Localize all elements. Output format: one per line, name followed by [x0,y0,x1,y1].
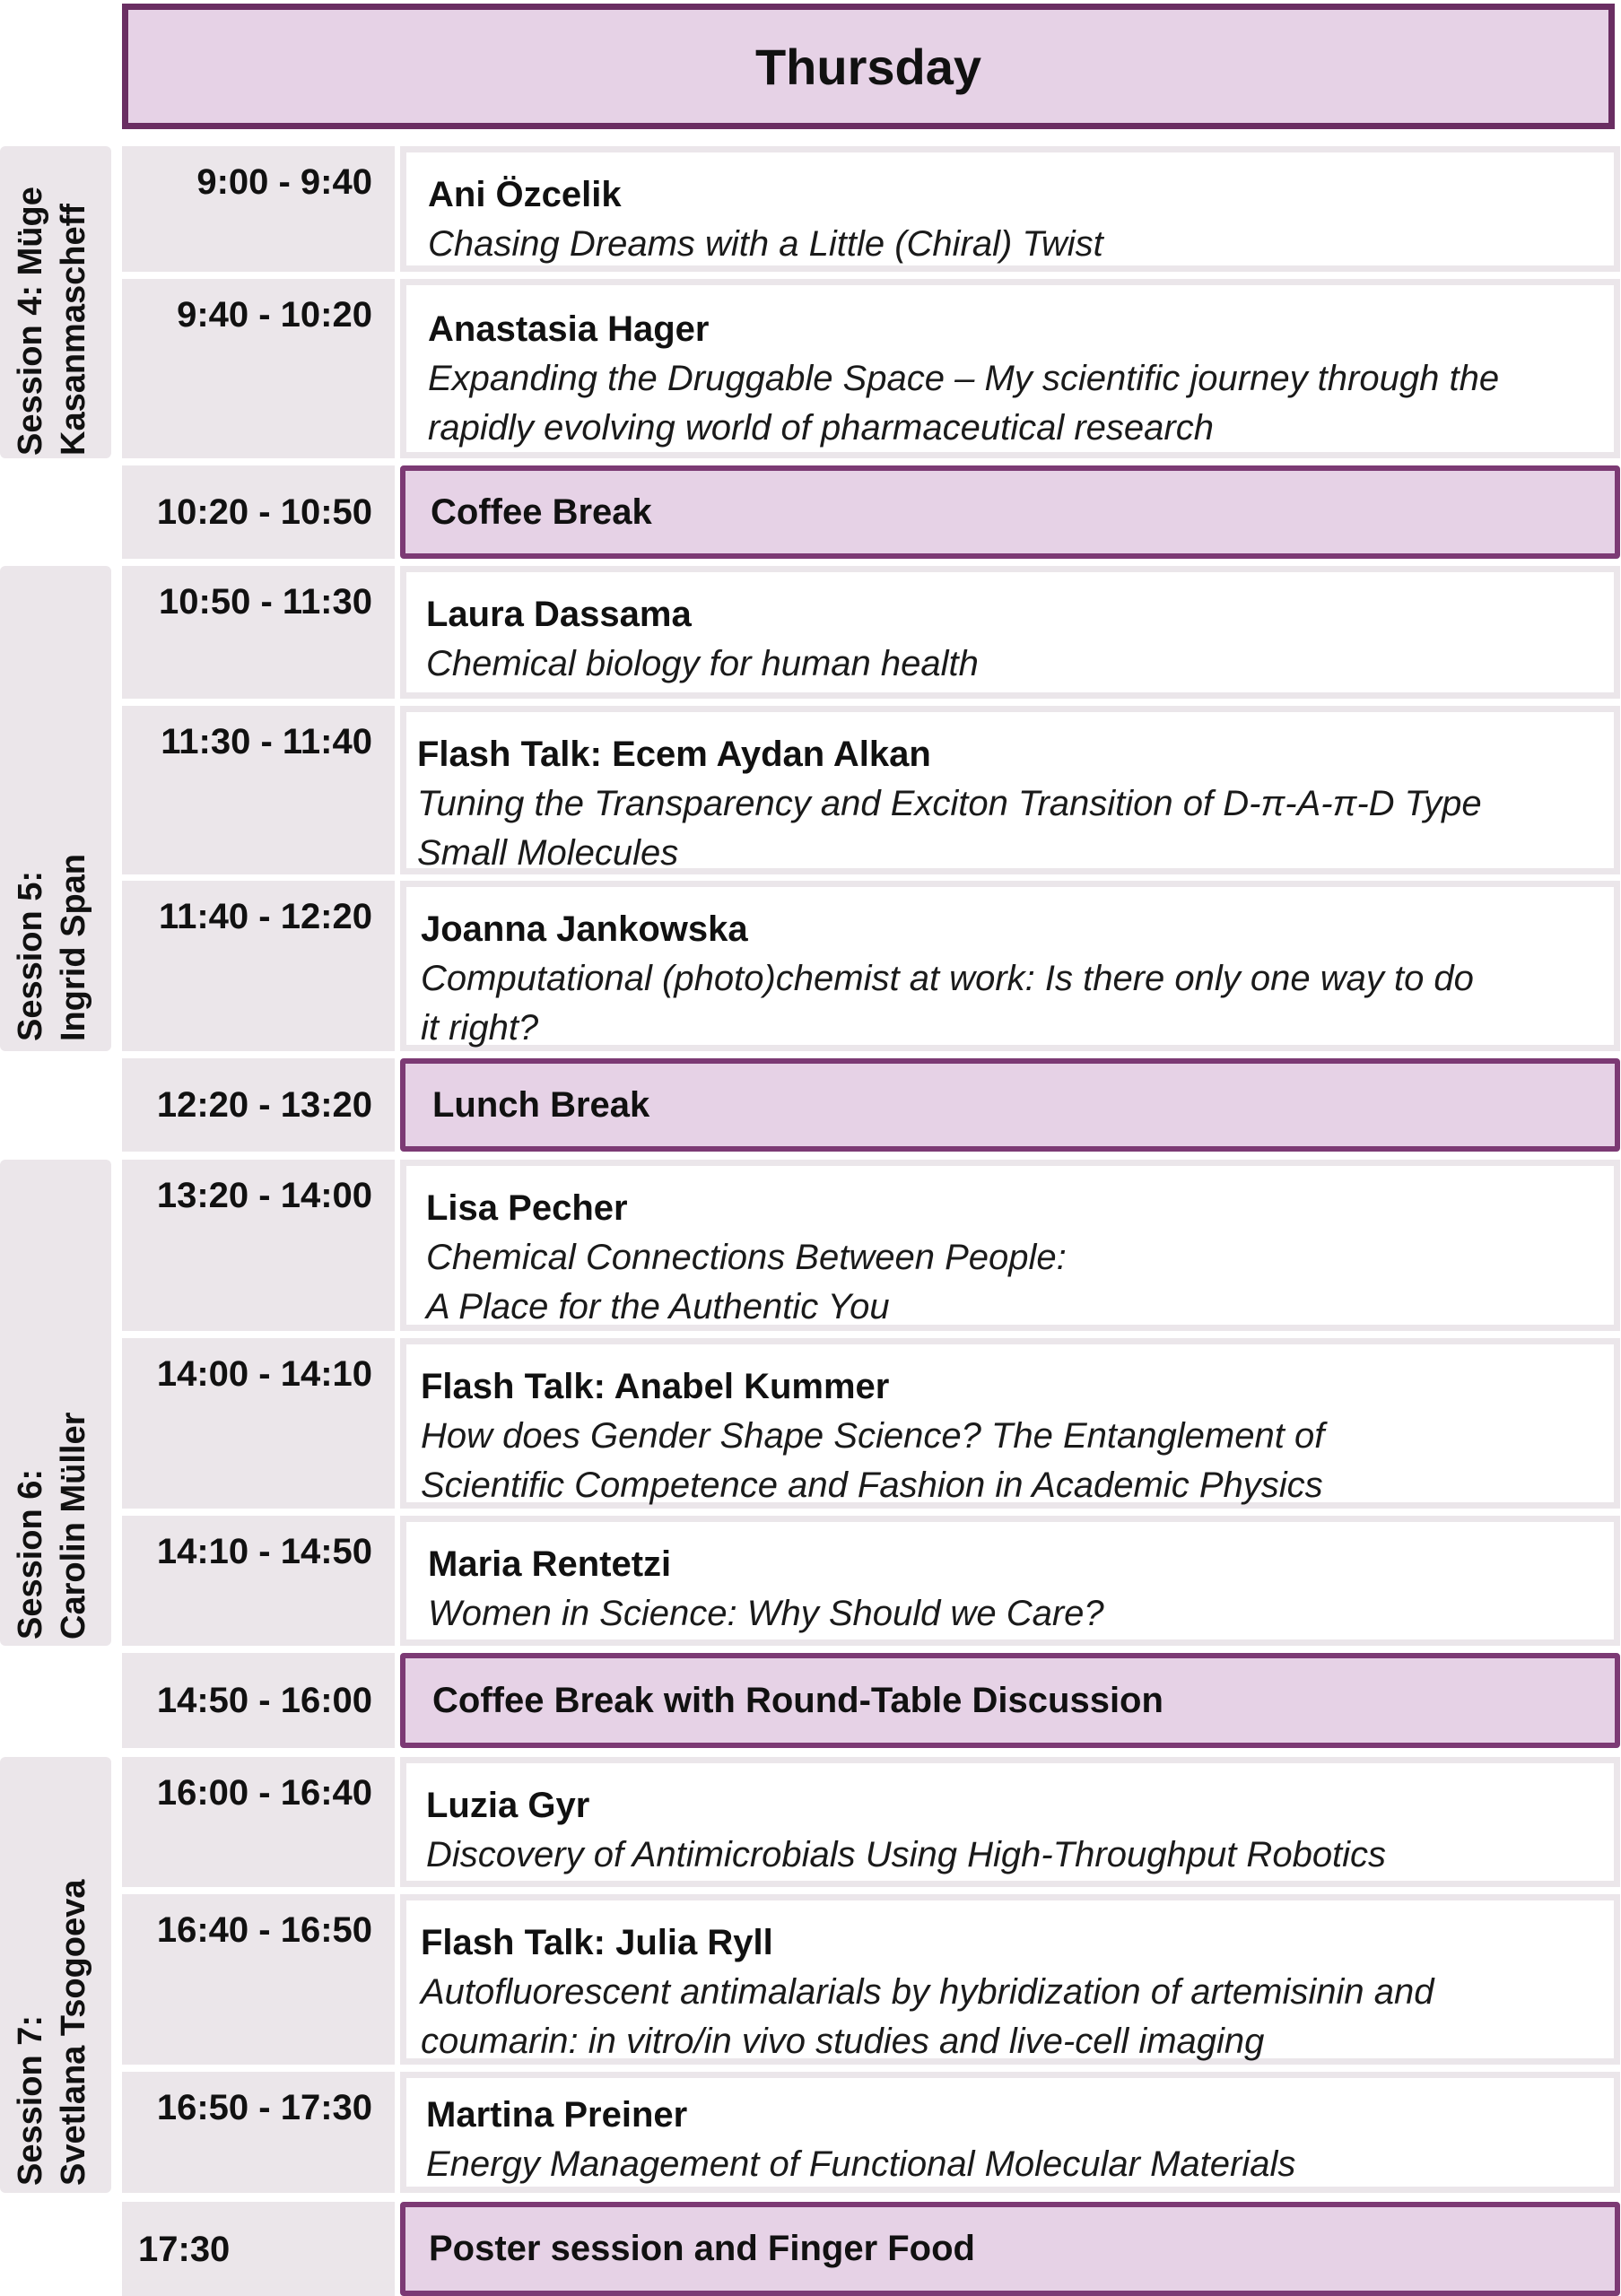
talk-card [400,1338,1620,1509]
time-slot [122,1516,395,1646]
talk-card [400,881,1620,1051]
time-slot [122,881,395,1051]
talk-title: Scientific Competence and Fashion in Academic Physics [421,1465,1323,1505]
talk-card [400,1757,1620,1887]
talk-card [400,279,1620,458]
speaker-name: Flash Talk: Julia Ryll [421,1923,773,1962]
time-slot [122,706,395,874]
talk-title: Computational (photo)chemist at work: Is there only one way to do [421,959,1474,998]
talk-title: coumarin: in vitro/in vivo studies and live-cell imaging [421,2022,1265,2061]
speaker-name: Joanna Jankowska [421,909,748,949]
time-label: 14:50 - 16:00 [156,1681,372,1720]
session-7-line1: Session 7: [12,2014,49,2186]
time-slot [122,566,395,699]
time-label: 14:10 - 14:50 [156,1532,372,1571]
talk-card [400,706,1620,874]
speaker-name: Laura Dassama [426,595,692,634]
time-label: 9:40 - 10:20 [177,295,372,335]
session-4-label [0,146,111,458]
time-slot [122,1160,395,1331]
talk-title: Chemical Connections Between People: [426,1238,1067,1277]
time-slot [122,1338,395,1509]
time-slot [122,1058,395,1152]
break-label: Lunch Break [432,1084,650,1125]
time-slot [122,2072,395,2193]
time-slot [122,1757,395,1887]
time-label: 9:00 - 9:40 [196,162,372,202]
poster-session-banner [400,2202,1620,2296]
session-7-label [0,1757,111,2193]
session-5-line1: Session 5: [12,870,49,1041]
speaker-name: Flash Talk: Anabel Kummer [421,1367,890,1406]
time-label: 11:30 - 11:40 [161,722,372,761]
talk-title: Chemical biology for human health [426,644,979,683]
session-4-line1: Session 4: Müge [12,187,49,456]
session-4-line2: Kasanmascheff [55,204,92,456]
coffee-break-banner [400,465,1620,559]
session-7-line2: Svetlana Tsogoeva [55,1879,92,2186]
speaker-name: Luzia Gyr [426,1786,590,1825]
session-6-line1: Session 6: [12,1468,49,1639]
talk-card [400,566,1620,699]
talk-card [400,1894,1620,2065]
session-6-line2: Carolin Müller [55,1412,92,1639]
talk-title: Discovery of Antimicrobials Using High-Throughput Robotics [426,1835,1387,1874]
speaker-name: Martina Preiner [426,2095,688,2135]
time-slot [122,279,395,458]
talk-card [400,1160,1620,1331]
time-label: 11:40 - 12:20 [159,897,372,936]
talk-title: Small Molecules [417,833,679,873]
break-label: Coffee Break with Round-Table Discussion [432,1680,1163,1720]
talk-title: How does Gender Shape Science? The Entanglement of [421,1416,1325,1456]
time-label: 13:20 - 14:00 [156,1176,372,1215]
roundtable-break-banner [400,1653,1620,1748]
talk-card [400,146,1620,272]
time-slot [122,1894,395,2065]
session-5-line2: Ingrid Span [55,854,92,1041]
time-label: 10:20 - 10:50 [156,492,372,532]
session-5-label [0,566,111,1051]
session-6-label [0,1160,111,1646]
time-label: 14:00 - 14:10 [156,1354,372,1394]
time-slot [122,1653,395,1748]
time-label: 16:00 - 16:40 [156,1773,372,1813]
talk-title: A Place for the Authentic You [426,1287,890,1326]
talk-card [400,1516,1620,1646]
break-label: Poster session and Finger Food [429,2229,975,2268]
time-label: 17:30 [138,2229,231,2269]
speaker-name: Lisa Pecher [426,1188,628,1228]
talk-title: Expanding the Druggable Space – My scientific journey through the [428,359,1500,398]
speaker-name: Anastasia Hager [428,309,710,349]
talk-title: Women in Science: Why Should we Care? [428,1594,1104,1633]
talk-title: it right? [421,1008,539,1048]
talk-title: Tuning the Transparency and Exciton Transition of D-π-A-π-D Type [417,784,1482,823]
day-header [122,4,1615,129]
speaker-name: Ani Özcelik [428,175,622,214]
talk-title: Autofluorescent antimalarials by hybridization of artemisinin and [421,1972,1434,2012]
lunch-break-banner [400,1058,1620,1152]
break-label: Coffee Break [431,491,652,532]
talk-title: Energy Management of Functional Molecular Materials [426,2144,1296,2184]
day-title: Thursday [754,38,982,95]
talk-card [400,2072,1620,2193]
time-label: 16:40 - 16:50 [156,1910,372,1950]
time-label: 16:50 - 17:30 [156,2088,372,2127]
time-slot [122,465,395,559]
time-label: 12:20 - 13:20 [156,1085,372,1125]
speaker-name: Maria Rentetzi [428,1544,672,1584]
speaker-name: Flash Talk: Ecem Aydan Alkan [417,735,931,774]
talk-title: Chasing Dreams with a Little (Chiral) Twist [428,224,1103,264]
time-slot [122,2202,395,2296]
talk-title: rapidly evolving world of pharmaceutical research [428,408,1214,448]
time-slot [122,146,395,272]
time-label: 10:50 - 11:30 [159,582,372,622]
